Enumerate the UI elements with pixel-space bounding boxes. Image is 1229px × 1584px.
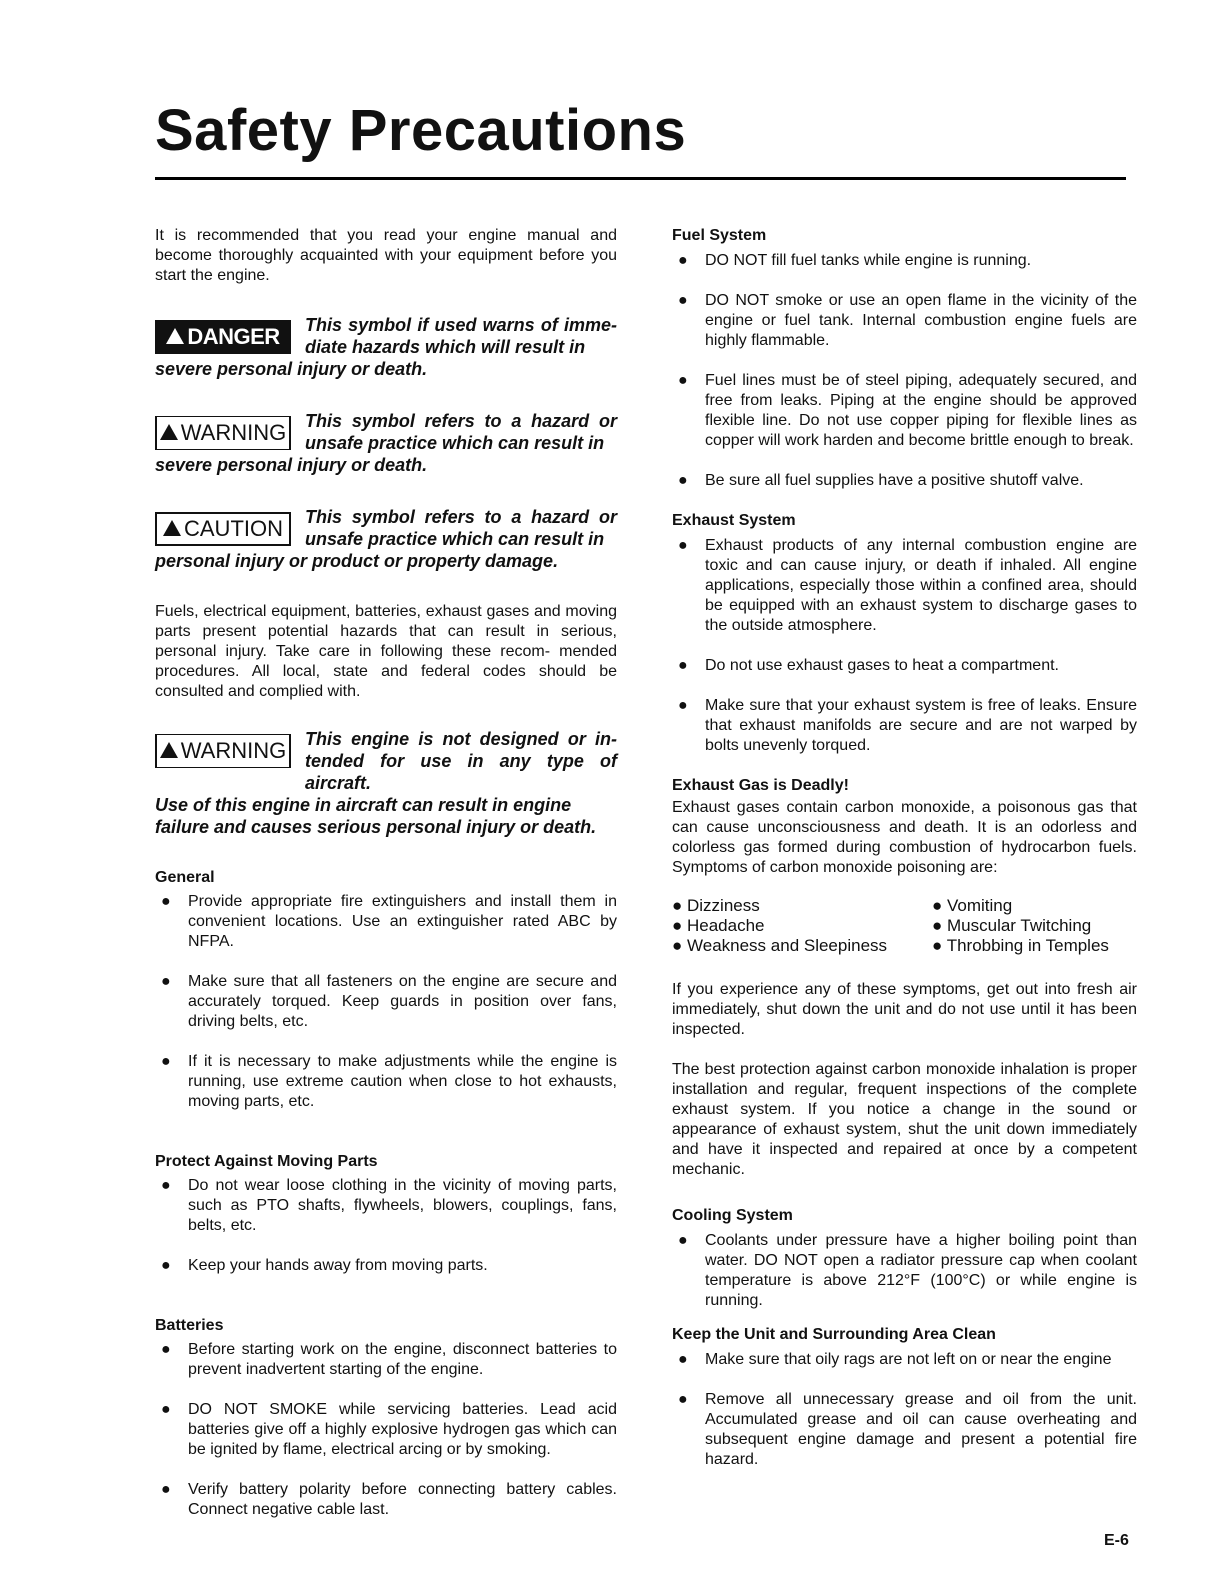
caution-text-tail: personal injury or product or property damage. xyxy=(155,551,559,571)
list-item: ● Provide appropriate fire extinguishers and install them in convenient locations. Use an extinguisher rated ABC by NFPA. xyxy=(161,893,617,950)
warning-badge xyxy=(155,416,291,450)
danger-label: DANGER xyxy=(187,324,280,349)
aircraft-warning-badge xyxy=(155,734,291,768)
list-item: ● Be sure all fuel supplies have a positive shutoff valve. xyxy=(678,472,1084,489)
moving-parts-heading: Protect Against Moving Parts xyxy=(155,1153,378,1170)
caution-notice xyxy=(155,506,617,572)
bullet-icon: ● xyxy=(161,1481,171,1498)
aircraft-warning-tail: Use of this engine in aircraft can result in engine failure and causes serious personal injury or death. xyxy=(155,795,597,837)
symptom-item: ● Headache xyxy=(672,916,765,935)
general-heading: General xyxy=(155,869,215,886)
list-item: ● If it is necessary to make adjustments while the engine is running, use extreme caution when close to hot exhausts, moving parts, etc. xyxy=(161,1053,617,1110)
list-item: ● Coolants under pressure have a higher boiling point than water. DO NOT open a radiator pressure cap when coolant temperature is above 212°F (100°C) or while engine is running. xyxy=(678,1232,1137,1309)
exhaust-gas-paragraph-1: If you experience any of these symptoms, get out into fresh air immediately, shut down the unit and do not use until it has been inspected. xyxy=(672,981,1137,1038)
batteries-heading: Batteries xyxy=(155,1317,224,1334)
warning-notice xyxy=(155,410,617,476)
bullet-icon: ● xyxy=(161,893,171,910)
bullet-icon: ● xyxy=(161,1177,171,1194)
right-column xyxy=(672,226,1137,1496)
left-column xyxy=(155,226,617,1546)
page-title: Safety Precautions xyxy=(155,98,687,163)
bullet-icon: ● xyxy=(161,1341,171,1358)
danger-badge xyxy=(155,320,291,354)
bullet-icon: ● xyxy=(678,657,688,674)
danger-triangle-icon xyxy=(166,328,184,344)
list-item: ● Keep your hands away from moving parts. xyxy=(161,1257,488,1274)
exhaust-gas-section xyxy=(672,776,1137,1180)
bullet-icon: ● xyxy=(678,472,688,489)
batteries-section xyxy=(155,1316,617,1520)
fuel-heading: Fuel System xyxy=(672,227,767,244)
symptom-item: ● Muscular Twitching xyxy=(932,916,1092,935)
list-item: ● Make sure that oily rags are not left on or near the engine xyxy=(678,1351,1112,1368)
warning-text: This symbol refers to a hazard or unsafe practice which can result in xyxy=(305,411,617,453)
warning-label: WARNING xyxy=(180,420,287,445)
hazards-paragraph: Fuels, electrical equipment, batteries, exhaust gases and moving parts present potential hazards that can result in serious, personal injury. Take care in following these recom- mended procedures. All local, state and federal codes should be consulted and complied with. xyxy=(155,603,617,700)
caution-label: CAUTION xyxy=(184,516,283,541)
bullet-icon: ● xyxy=(678,537,688,554)
exhaust-gas-intro: Exhaust gases contain carbon monoxide, a poisonous gas that can cause unconsciousness and death. It is an odorless and colorless gas formed during combustion of hydrocarbon fuels. Symptoms of carbon monoxide poisoning are: xyxy=(672,799,1137,876)
bullet-icon: ● xyxy=(678,252,688,269)
list-item: ● Before starting work on the engine, disconnect batteries to prevent inadvertent starting of the engine. xyxy=(161,1341,617,1378)
bullet-icon: ● xyxy=(161,973,171,990)
list-item: ● DO NOT SMOKE while servicing batteries. Lead acid batteries give off a highly explosive hydrogen gas which can be ignited by flame, electrical arcing or by smoking. xyxy=(161,1401,617,1458)
exhaust-gas-heading: Exhaust Gas is Deadly! xyxy=(672,777,849,794)
symptom-item: ● Dizziness xyxy=(672,896,760,915)
intro-paragraph: It is recommended that you read your engine manual and become thoroughly acquainted with your equipment before you start the engine. xyxy=(155,227,617,284)
symptom-item: ● Throbbing in Temples xyxy=(932,936,1109,955)
cooling-section xyxy=(672,1206,1137,1311)
bullet-icon: ● xyxy=(161,1053,171,1070)
list-item: ● Make sure that your exhaust system is free of leaks. Ensure that exhaust manifolds are secure and are not warped by bolts unevenly torqued. xyxy=(678,697,1137,754)
danger-text-tail: severe personal injury or death. xyxy=(155,359,428,379)
symptoms-list xyxy=(672,896,1137,956)
danger-text: This symbol if used warns of imme- diate hazards which will result in xyxy=(305,315,617,357)
list-item: ● Fuel lines must be of steel piping, adequately secured, and free from leaks. Piping at the engine should be approved flexible line. Do not use copper piping for flexible lines as copper will work harden and become brittle enough to break. xyxy=(678,372,1137,449)
bullet-icon: ● xyxy=(678,292,688,309)
bullet-icon: ● xyxy=(678,697,688,714)
list-item: ● Remove all unnecessary grease and oil from the unit. Accumulated grease and oil can cause overheating and subsequent engine damage and present a potential fire hazard. xyxy=(678,1391,1137,1468)
list-item: ● DO NOT smoke or use an open flame in the vicinity of the engine or fuel tank. Internal combustion engine fuels are highly flammable. xyxy=(678,292,1137,349)
warning-text-tail: severe personal injury or death. xyxy=(155,455,428,475)
danger-notice xyxy=(155,314,617,380)
caution-triangle-icon xyxy=(163,520,181,536)
moving-parts-section xyxy=(155,1152,617,1276)
list-item: ● Exhaust products of any internal combustion engine are toxic and can cause injury, or death if inhaled. All engine applications, especially those within a confined area, should be equipped with an exhaust system to discharge gases to the outside atmosphere. xyxy=(678,537,1137,634)
cooling-heading: Cooling System xyxy=(672,1207,793,1224)
bullet-icon: ● xyxy=(161,1257,171,1274)
symptom-item: ● Vomiting xyxy=(932,896,1013,915)
list-item: ● Make sure that all fasteners on the engine are secure and accurately torqued. Keep guards in position over fans, driving belts, etc. xyxy=(161,973,617,1030)
exhaust-section xyxy=(672,511,1137,756)
list-item: ● Do not use exhaust gases to heat a compartment. xyxy=(678,657,1059,674)
aircraft-warning-text: This engine is not designed or in- tended for use in any type of aircraft. xyxy=(305,729,617,793)
title-rule xyxy=(155,177,1126,180)
caution-badge xyxy=(155,512,291,546)
bullet-icon: ● xyxy=(161,1401,171,1418)
symptom-item: ● Weakness and Sleepiness xyxy=(672,936,888,955)
bullet-icon: ● xyxy=(678,1391,688,1408)
general-section xyxy=(155,868,617,1112)
exhaust-gas-paragraph-2: The best protection against carbon monoxide inhalation is proper installation and regular, frequent inspections of the complete exhaust system. If you notice a change in the sound or appearance of exhaust system, shut the unit down immediately and have it inspected and repaired at once by a competent mechanic. xyxy=(672,1061,1137,1178)
clean-heading: Keep the Unit and Surrounding Area Clean xyxy=(672,1326,996,1343)
fuel-section xyxy=(672,226,1137,491)
warning-triangle-icon xyxy=(160,424,178,440)
caution-text: This symbol refers to a hazard or unsafe practice which can result in xyxy=(305,507,617,549)
list-item: ● Do not wear loose clothing in the vicinity of moving parts, such as PTO shafts, flywheels, blowers, couplings, fans, belts, etc. xyxy=(161,1177,617,1234)
clean-section xyxy=(672,1325,1137,1470)
exhaust-heading: Exhaust System xyxy=(672,512,796,529)
list-item: ● DO NOT fill fuel tanks while engine is running. xyxy=(678,252,1032,269)
warning-triangle-icon xyxy=(160,742,178,758)
bullet-icon: ● xyxy=(678,1232,688,1249)
aircraft-warning-label: WARNING xyxy=(180,738,287,763)
aircraft-warning-notice xyxy=(155,728,617,838)
list-item: ● Verify battery polarity before connecting battery cables. Connect negative cable last. xyxy=(161,1481,617,1518)
bullet-icon: ● xyxy=(678,1351,688,1368)
page-number: E-6 xyxy=(1104,1532,1129,1549)
bullet-icon: ● xyxy=(678,372,688,389)
